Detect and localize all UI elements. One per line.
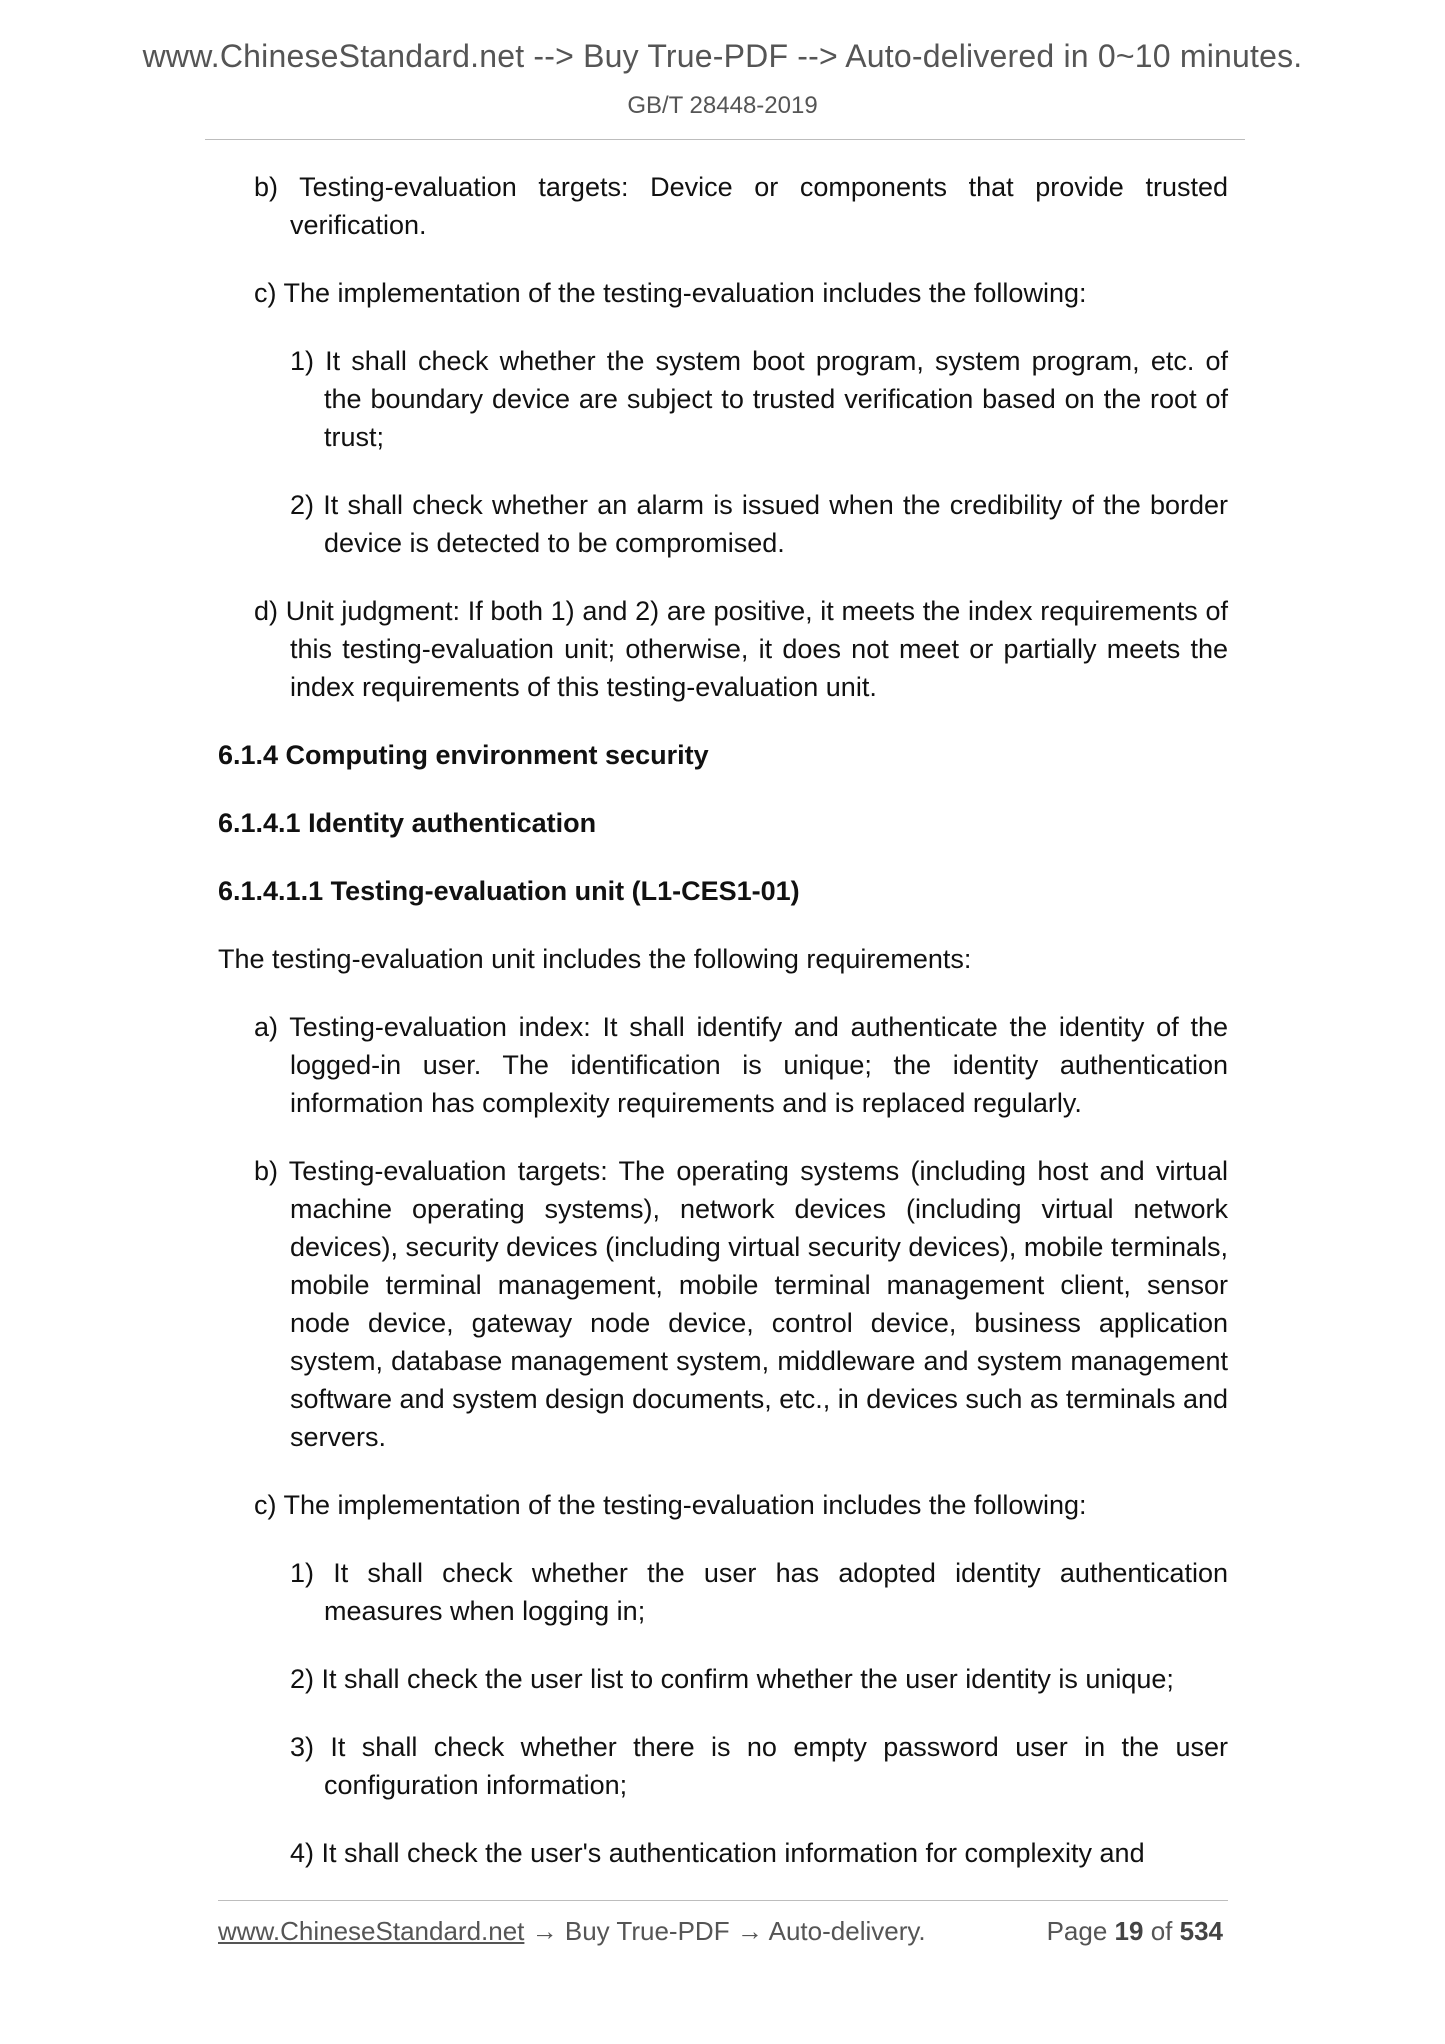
paragraph-unit-judgment: d) Unit judgment: If both 1) and 2) are positive, it meets the index requirements of this testing-evaluation unit; otherwise, it does not meet or partially meets the index requirements of this testing-evaluation unit. [254,596,1228,702]
section-heading: 6.1.4 Computing environment security [218,740,709,770]
list-item: 2) It shall check the user list to confirm whether the user identity is unique; [290,1664,1174,1694]
paragraph-implementation: c) The implementation of the testing-evaluation includes the following: [254,1490,1087,1520]
paragraph-targets: b) Testing-evaluation targets: Device or components that provide trusted verification. [254,172,1228,240]
subsection-heading: 6.1.4.1 Identity authentication [218,808,597,838]
auto-delivery-text: Auto-delivery. [768,1916,926,1946]
paragraph-index: a) Testing-evaluation index: It shall identify and authenticate the identity of the logged-in user. The identification is unique; the identity authentication information has complexity requirements and is replaced regularly. [254,1012,1228,1118]
arrow-icon: → [531,1916,558,1946]
list-item: 1) It shall check whether the system boot program, system program, etc. of the boundary device are subject to trusted verification based on the root of trust; [290,346,1228,452]
site-banner: www.ChineseStandard.net --> Buy True-PDF --> Auto-delivered in 0~10 minutes. [142,38,1303,74]
list-item: 3) It shall check whether there is no empty password user in the user configuration information; [290,1732,1228,1800]
list-item: 2) It shall check whether an alarm is issued when the credibility of the border device is detected to be compromised. [290,490,1228,558]
arrow-icon: → [736,1916,763,1946]
subsubsection-heading: 6.1.4.1.1 Testing-evaluation unit (L1-CES1-01) [218,876,800,906]
list-item: 4) It shall check the user's authentication information for complexity and [290,1838,1145,1868]
header-divider [205,139,1245,140]
page-indicator [1047,1916,1223,1947]
site-link[interactable]: www.ChineseStandard.net [218,1916,525,1946]
list-item: 1) It shall check whether the user has adopted identity authentication measures when logging in; [290,1558,1228,1626]
page-number: 19 [1114,1916,1144,1946]
footer-divider [218,1900,1228,1901]
buy-text: Buy True-PDF [564,1916,730,1946]
page-total: 534 [1179,1916,1223,1946]
paragraph-intro: The testing-evaluation unit includes the following requirements: [218,944,972,974]
page-label: Page [1046,1916,1108,1946]
paragraph-implementation: c) The implementation of the testing-evaluation includes the following: [254,278,1087,308]
of-label: of [1150,1916,1173,1946]
paragraph-targets: b) Testing-evaluation targets: The operating systems (including host and virtual machine operating systems), network devices (including virtual network devices), security devices (including virtual security devices), mobile terminals, mobile terminal management, mobile terminal management client, sensor node device, gateway node device, control device, business application system, database management system, middleware and system management software and system design documents, etc., in devices such as terminals and servers. [254,1156,1228,1452]
document-body [218,168,1228,1902]
document-id: GB/T 28448-2019 [627,92,818,119]
footer-links [218,1916,926,1947]
